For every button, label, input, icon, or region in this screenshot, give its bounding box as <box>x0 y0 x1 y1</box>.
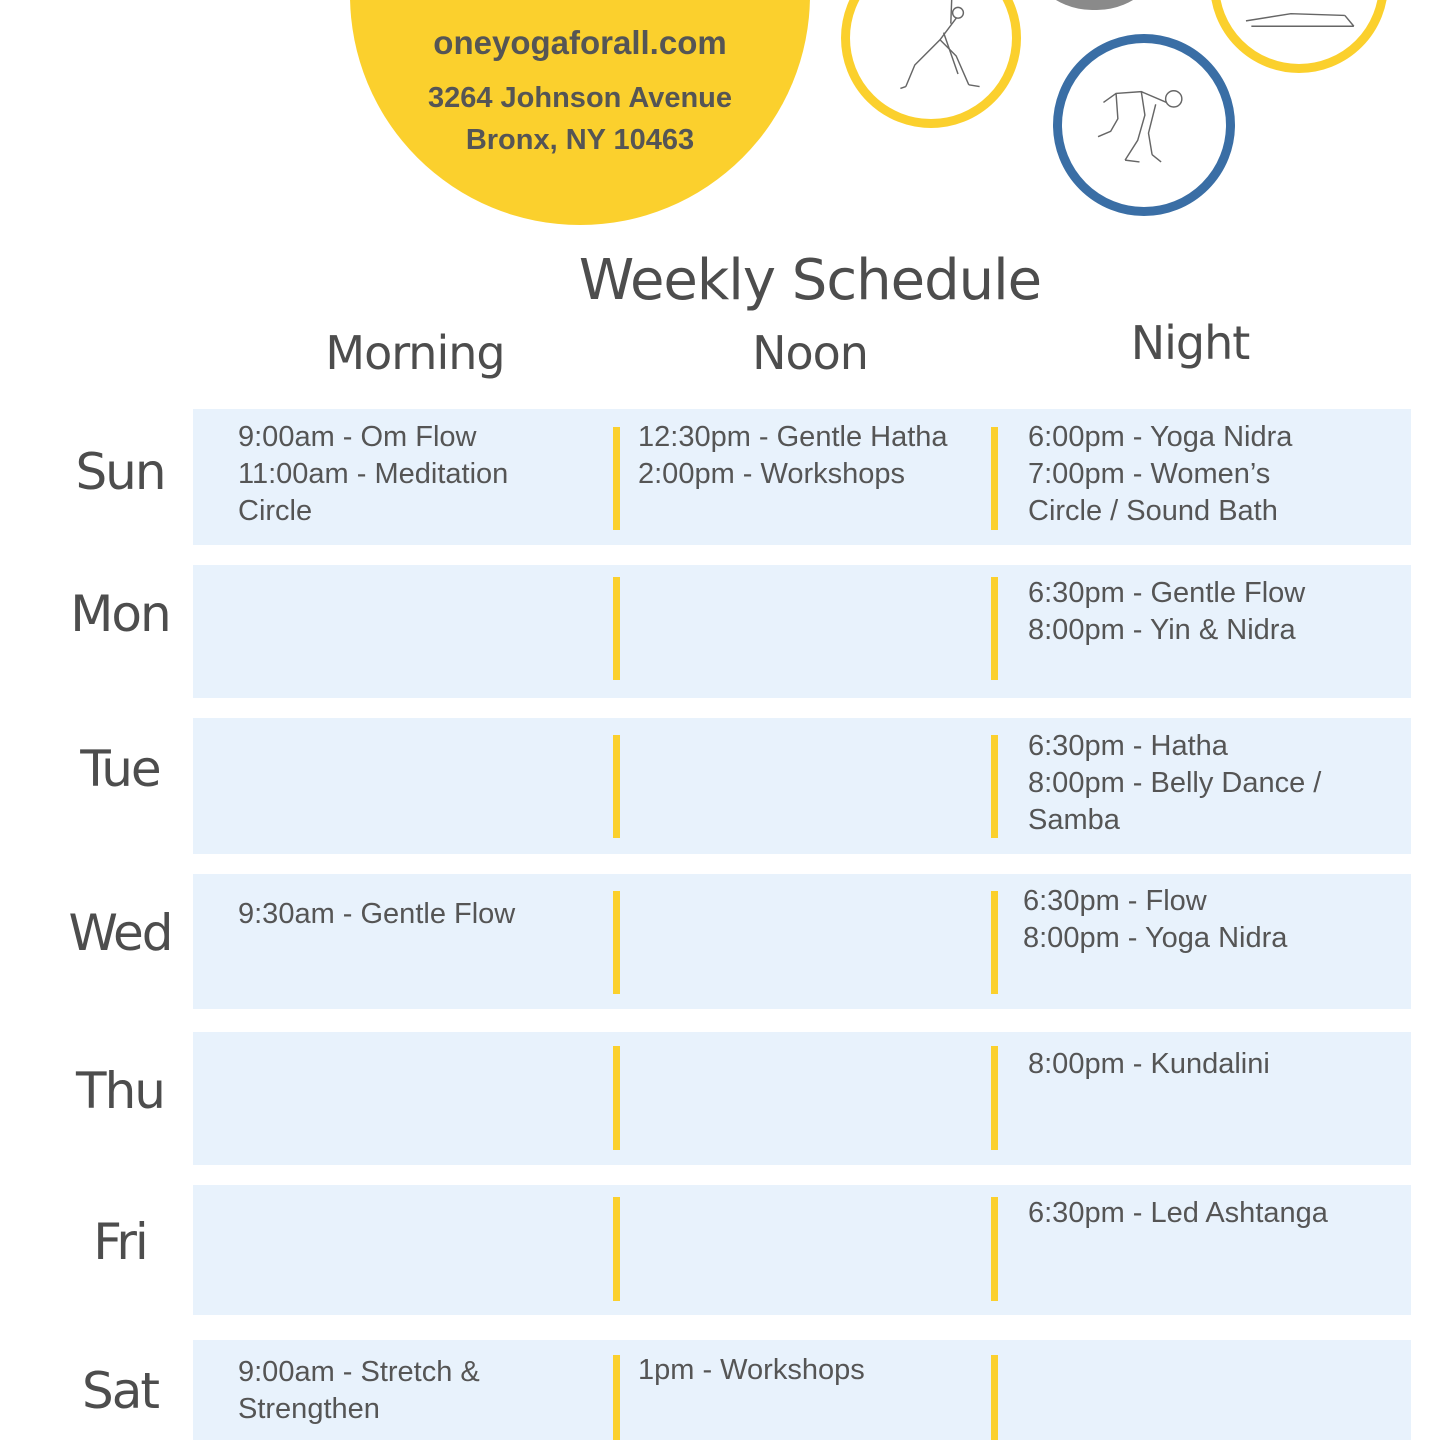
schedule-row-thu <box>0 1032 1440 1165</box>
schedule-row-tue <box>0 718 1440 854</box>
column-divider <box>613 427 620 530</box>
day-label: Mon <box>70 585 170 643</box>
reclined-pose-icon <box>1210 0 1388 73</box>
night-classes: 6:30pm - Gentle Flow 8:00pm - Yin & Nidra <box>1028 577 1306 646</box>
triangle-pose-icon <box>841 0 1021 128</box>
address-line-2: Bronx, NY 10463 <box>465 124 695 156</box>
address-line-1: 3264 Johnson Avenue <box>427 82 733 114</box>
morning-classes: 9:30am - Gentle Flow <box>238 898 516 930</box>
morning-classes: 9:00am - Stretch & Strengthen <box>238 1356 480 1425</box>
day-label: Tue <box>80 740 160 798</box>
schedule-title: Weekly Schedule <box>578 248 1042 313</box>
column-divider <box>613 1197 620 1301</box>
crow-pose-icon <box>1053 34 1235 216</box>
day-label: Fri <box>93 1213 147 1271</box>
column-divider <box>613 1355 620 1440</box>
column-divider <box>991 1355 998 1440</box>
noon-classes: 12:30pm - Gentle Hatha 2:00pm - Workshops <box>638 421 948 490</box>
column-header-noon: Noon <box>752 326 868 380</box>
column-divider <box>613 891 620 994</box>
column-divider <box>991 427 998 530</box>
column-divider <box>991 735 998 838</box>
website-text: oneyogaforall.com <box>433 24 727 61</box>
column-divider <box>991 1046 998 1150</box>
morning-classes: 9:00am - Om Flow 11:00am - Meditation Circle <box>238 421 509 527</box>
column-divider <box>991 577 998 680</box>
schedule-row-fri <box>0 1185 1440 1315</box>
schedule-row-sun <box>0 409 1440 545</box>
schedule-row-wed <box>0 874 1440 1009</box>
night-classes: 6:30pm - Hatha 8:00pm - Belly Dance / Samba <box>1028 730 1322 836</box>
column-divider <box>613 735 620 838</box>
column-divider <box>991 891 998 994</box>
column-header-night: Night <box>1130 316 1250 370</box>
night-classes: 6:00pm - Yoga Nidra 7:00pm - Women’s Circle / Sound Bath <box>1028 421 1293 527</box>
schedule-row-mon <box>0 565 1440 698</box>
column-divider <box>613 577 620 680</box>
night-classes: 6:30pm - Led Ashtanga <box>1028 1197 1328 1229</box>
schedule-row-sat <box>0 1340 1440 1440</box>
night-classes: 8:00pm - Kundalini <box>1028 1048 1270 1080</box>
column-divider <box>991 1197 998 1301</box>
night-classes: 6:30pm - Flow 8:00pm - Yoga Nidra <box>1023 885 1288 954</box>
day-label: Sat <box>82 1362 158 1420</box>
column-divider <box>613 1046 620 1150</box>
noon-classes: 1pm - Workshops <box>638 1354 865 1386</box>
day-label: Sun <box>75 443 165 501</box>
seated-pose-icon <box>1022 0 1167 10</box>
day-label: Wed <box>68 904 172 962</box>
column-header-morning: Morning <box>325 326 505 380</box>
day-label: Thu <box>76 1062 164 1120</box>
